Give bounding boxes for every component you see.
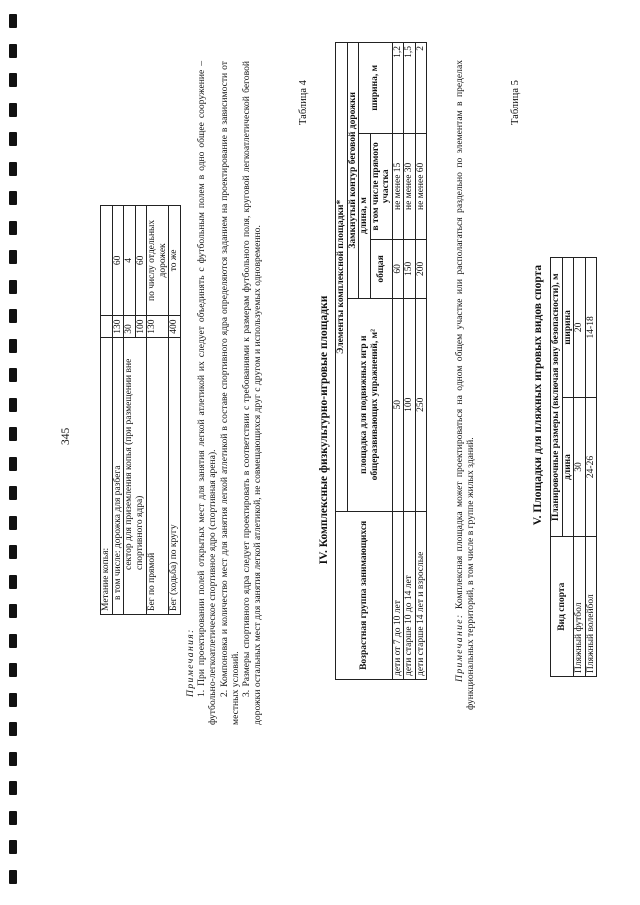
table-label: Таблица 5 bbox=[510, 80, 521, 125]
binding-hole bbox=[9, 191, 17, 205]
rotated-page bbox=[40, 40, 640, 905]
table-cell: 4 bbox=[124, 206, 136, 316]
header-area: площадка для подвижных игр и общеразвивающих упражнений, м² bbox=[347, 298, 392, 511]
table-cell: 50 bbox=[392, 298, 404, 511]
table-cell: 100 bbox=[404, 298, 416, 511]
binding-holes bbox=[0, 0, 30, 905]
binding-hole bbox=[9, 634, 17, 648]
table-cell: 200 bbox=[415, 240, 427, 299]
table-cell: 20 bbox=[574, 258, 586, 398]
table-cell: 14-18 bbox=[585, 258, 597, 398]
binding-hole bbox=[9, 44, 17, 58]
binding-hole bbox=[9, 368, 17, 382]
binding-hole bbox=[9, 339, 17, 353]
table-header-row bbox=[551, 258, 563, 677]
notes-block bbox=[185, 61, 263, 725]
table-cell: 130 bbox=[147, 315, 169, 337]
binding-hole bbox=[9, 516, 17, 530]
binding-hole bbox=[9, 840, 17, 854]
header-length: длина, м bbox=[359, 133, 371, 298]
binding-hole bbox=[9, 132, 17, 146]
complex-grounds-table bbox=[335, 42, 427, 680]
table-cell: 60 bbox=[135, 206, 147, 316]
table-cell bbox=[101, 206, 113, 316]
binding-hole bbox=[9, 103, 17, 117]
binding-hole bbox=[9, 250, 17, 264]
table-cell: Бег по прямой bbox=[147, 337, 169, 614]
table-cell: Пляжный волейбол bbox=[585, 537, 597, 677]
athletics-table-body bbox=[101, 206, 181, 615]
note-label: Примечание: bbox=[454, 613, 465, 682]
header-sport: Вид спорта bbox=[551, 537, 574, 677]
table-cell: Метание копья: bbox=[101, 337, 113, 614]
table-cell: 130 bbox=[112, 315, 124, 337]
table-cell: 100 bbox=[135, 315, 147, 337]
table-row bbox=[585, 258, 597, 677]
binding-hole bbox=[9, 162, 17, 176]
table-cell: 30 bbox=[124, 315, 136, 337]
notes-label: Примечания: bbox=[185, 628, 196, 697]
header-straight: в том числе прямого участка bbox=[370, 133, 392, 240]
table-row bbox=[169, 206, 181, 615]
table-cell: дети старше 14 лет и взрослые bbox=[415, 511, 427, 679]
header-total: общая bbox=[370, 240, 392, 299]
note-block bbox=[454, 60, 476, 710]
section-heading: IV. Комплексные физкультурно-игровые площадки bbox=[318, 295, 330, 565]
table-cell: 250 bbox=[415, 298, 427, 511]
note-item: 3. Размеры спортивного ядра следует проектировать в соответствии с требованиями к размерам футбольного поля, круговой легкоатлетической беговой дорожки остальных мест для занятия легкой атлетикой, не совмещающихся друг с другом и используемых одновременно. bbox=[241, 61, 264, 725]
section-heading: V. Площадки для пляжных игровых видов спорта bbox=[532, 264, 544, 526]
binding-hole bbox=[9, 73, 17, 87]
table-cell: то же bbox=[169, 206, 181, 316]
table-label: Таблица 4 bbox=[298, 80, 309, 125]
table-row bbox=[392, 43, 404, 680]
binding-hole bbox=[9, 221, 17, 235]
binding-hole bbox=[9, 693, 17, 707]
header-group: Возрастная группа занимающихся bbox=[336, 511, 393, 679]
table-header-row bbox=[336, 43, 348, 680]
table-row bbox=[124, 206, 136, 615]
table-cell: Пляжный футбол bbox=[574, 537, 586, 677]
table-cell: 24-26 bbox=[585, 397, 597, 537]
note-item: 1. При проектировании полей открытых мест для занятия легкой атлетикой их следует объединять с футбольным полем в одно общее сооружение – футбольно-легкоатлетическое спортивное ядро (спортивная арена). bbox=[196, 61, 219, 725]
table-cell: 1,2 bbox=[392, 43, 404, 134]
header-track: Замкнутый контур беговой дорожки bbox=[347, 43, 359, 299]
header-width: ширина bbox=[562, 258, 574, 398]
binding-hole bbox=[9, 427, 17, 441]
table-cell: 60 bbox=[112, 206, 124, 316]
table-cell: не менее 30 bbox=[404, 133, 416, 240]
table-cell: 60 bbox=[392, 240, 404, 299]
table-cell: 1,5 bbox=[404, 43, 416, 134]
table-row bbox=[147, 206, 169, 615]
table-row bbox=[574, 258, 586, 677]
binding-hole bbox=[9, 398, 17, 412]
table-row bbox=[112, 206, 124, 615]
binding-hole bbox=[9, 663, 17, 677]
binding-hole bbox=[9, 870, 17, 884]
header-elements: Элементы комплексной площадки* bbox=[336, 43, 348, 512]
table-row bbox=[415, 43, 427, 680]
table-cell: 2 bbox=[415, 43, 427, 134]
table-cell: дети старше 10 до 14 лет bbox=[404, 511, 416, 679]
binding-hole bbox=[9, 14, 17, 28]
header-dims: Планировочные размеры (включая зону безопасности), м bbox=[551, 258, 563, 537]
binding-hole bbox=[9, 575, 17, 589]
binding-hole bbox=[9, 811, 17, 825]
table-cell: в том числе: дорожка для разбега bbox=[112, 337, 124, 614]
binding-hole bbox=[9, 604, 17, 618]
table-cell: 30 bbox=[574, 397, 586, 537]
beach-grounds-table bbox=[550, 257, 597, 677]
binding-hole bbox=[9, 457, 17, 471]
table-cell: сектор для приземления копья (при размещении вне спортивного ядра) bbox=[124, 337, 147, 614]
table-row bbox=[404, 43, 416, 680]
binding-hole bbox=[9, 545, 17, 559]
table-cell: 400 bbox=[169, 315, 181, 337]
binding-hole bbox=[9, 722, 17, 736]
note-item: 2. Компоновка и количество мест для занятия легкой атлетикой в составе спортивного ядра определяются заданием на проектирование в зависимости от местных условий. bbox=[218, 61, 241, 725]
table-cell: Бег (ходьба) по кругу bbox=[169, 337, 181, 614]
table-cell: не менее 15 bbox=[392, 133, 404, 240]
note-text: Комплексная площадка может проектироваться на одном общем участке или располагаться раздельно по элементам в пределах функциональных территорий, в том числе в группе жилых зданий. bbox=[454, 60, 477, 710]
binding-hole bbox=[9, 309, 17, 323]
header-length: длина bbox=[562, 397, 574, 537]
table-cell: не менее 60 bbox=[415, 133, 427, 240]
page-number: 345 bbox=[60, 427, 72, 445]
table-cell bbox=[101, 315, 113, 337]
table-cell: по числу отдельных дорожек bbox=[147, 206, 169, 316]
header-width: ширина, м bbox=[359, 43, 393, 134]
binding-hole bbox=[9, 486, 17, 500]
table-row bbox=[101, 206, 113, 615]
athletics-table bbox=[100, 205, 181, 615]
binding-hole bbox=[9, 781, 17, 795]
binding-hole bbox=[9, 752, 17, 766]
table-cell: 150 bbox=[404, 240, 416, 299]
table-cell: дети от 7 до 10 лет bbox=[392, 511, 404, 679]
binding-hole bbox=[9, 280, 17, 294]
